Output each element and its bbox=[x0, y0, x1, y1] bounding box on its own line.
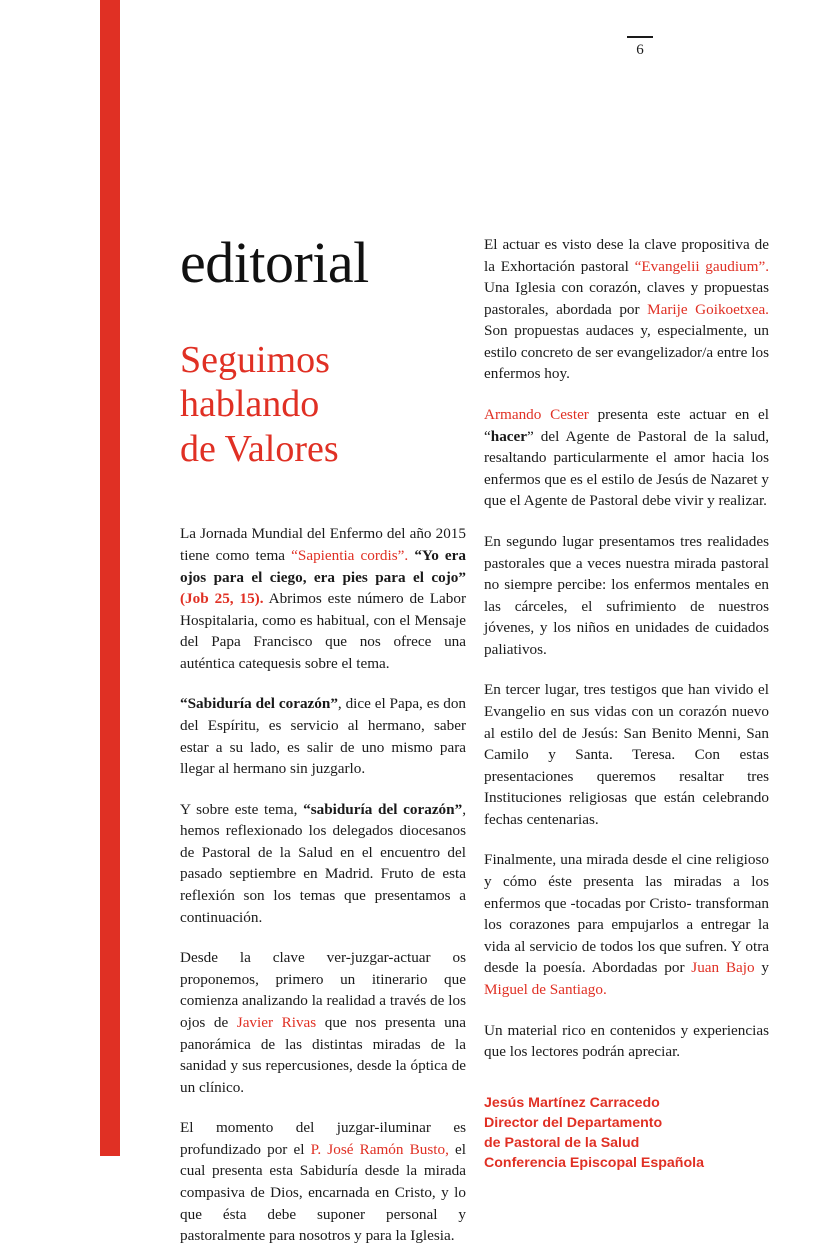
text-run: ” del Agente de Pastoral de la salud, resaltando particularmente el amor hacia los enfermos que es el estilo de Jesús de Nazaret y que el Agente de Pastoral debe vivir y realizar. bbox=[484, 427, 769, 510]
paragraph bbox=[180, 1117, 466, 1246]
text-run: Abrimos este número de Labor Hospitalaria, como es habitual, con el Mensaje del Papa Francisco que nos ofrece una auténtica catequesis sobre el tema. bbox=[180, 590, 467, 672]
text-run: Y sobre este tema, bbox=[180, 800, 304, 818]
paragraph bbox=[484, 404, 769, 512]
signature-organization: Conferencia Episcopal Española bbox=[484, 1155, 704, 1172]
signature-role-line-2: de Pastoral de la Salud bbox=[484, 1134, 640, 1151]
paragraph bbox=[484, 849, 769, 1000]
article-subtitle-line-1: Seguimos bbox=[180, 339, 330, 381]
highlight-run: Miguel de Santiago. bbox=[484, 980, 607, 998]
text-run: Finalmente, una mirada desde el cine religioso y cómo éste presenta las miradas a los enfermos que -tocadas por Cristo- transforman los corazones para empujarlos a entregar la vida al servicio de todos los que sufren. Y otra desde la poesía. Abordadas por bbox=[484, 851, 769, 977]
signature-name: Jesús Martínez Carracedo bbox=[484, 1094, 660, 1111]
paragraph: En tercer lugar, tres testigos que han vivido el Evangelio en sus vidas con un corazón nuevo al estilo del de Jesús: San Benito Menni, San Camilo y Santa. Teresa. Con estas presentaciones queremos resaltar tres Instituciones religiosas que están celebrando fechas centenarias. bbox=[484, 681, 769, 828]
page-folio bbox=[610, 36, 670, 58]
highlight-run: “Sapientia cordis”. bbox=[291, 546, 409, 564]
text-run: Son propuestas audaces y, especialmente, un estilo concreto de ser evangelizador/a entre los enfermos hoy. bbox=[484, 322, 769, 383]
page-number: 6 bbox=[636, 41, 644, 58]
highlight-run: Marije Goikoetxea. bbox=[647, 300, 769, 318]
text-run: el cual presenta esta Sabiduría desde la mirada compasiva de Dios, encarnada en Cristo, y lo que ésta debe suponer personal y pastoralmente para nosotros y para la Iglesia. bbox=[180, 1140, 466, 1245]
article-subtitle-line-2: hablando bbox=[180, 383, 320, 426]
text-run: Desde la clave ver-juzgar-actuar os proponemos, primero un itinerario que comienza analizando la realidad a través de los ojos de bbox=[180, 949, 466, 1031]
paragraph: Un material rico en contenidos y experiencias que los lectores podrán apreciar. bbox=[484, 1021, 769, 1061]
bold-run: “Sabiduría del corazón” bbox=[180, 695, 338, 713]
page-title: editorial bbox=[180, 230, 369, 295]
left-accent-bar bbox=[100, 0, 120, 1156]
text-run: , hemos reflexionado los delegados diocesanos de Pastoral de la Salud en el encuentro del pasado septiembre en Madrid. Fruto de esta reflexión son los temas que presentamos a continuación. bbox=[180, 800, 466, 926]
bold-run: “sabiduría del corazón” bbox=[303, 800, 463, 818]
highlight-run: Armando Cester bbox=[484, 406, 589, 424]
text-run: , dice el Papa, es don del Espíritu, es servicio al hermano, saber estar a su lado, es salir de uno mismo para llegar al hermano sin juzgarlo. bbox=[180, 695, 467, 778]
paragraph bbox=[180, 693, 466, 779]
paragraph bbox=[180, 799, 466, 928]
folio-rule bbox=[627, 36, 653, 38]
text-run: y bbox=[754, 959, 770, 977]
bold-run: hacer bbox=[490, 427, 528, 445]
signature-block bbox=[484, 1093, 769, 1174]
highlight-run: (Job 25, 15). bbox=[180, 590, 264, 608]
highlight-run: Javier Rivas bbox=[236, 1013, 317, 1031]
text-run: Una Iglesia con corazón, claves y propuestas pastorales, abordada por bbox=[484, 279, 769, 318]
text-run: La Jornada Mundial del Enfermo del año 2015 tiene como tema bbox=[180, 525, 466, 564]
signature-role-line-1: Director del Departamento bbox=[484, 1114, 663, 1131]
right-column bbox=[484, 234, 769, 1173]
highlight-run: “Evangelii gaudium”. bbox=[634, 257, 769, 275]
paragraph bbox=[180, 947, 466, 1098]
highlight-run: P. José Ramón Busto, bbox=[310, 1140, 449, 1158]
highlight-run: Juan Bajo bbox=[691, 959, 755, 977]
article-subtitle bbox=[180, 338, 466, 471]
paragraph: En segundo lugar presentamos tres realidades pastorales que a veces nuestra mirada pastoral no siempre percibe: los enfermos mentales en las cárceles, el sufrimiento de nuestros jóvenes, y los niños en unidades de cuidados paliativos. bbox=[484, 532, 769, 658]
text-run: presenta este actuar en el “ bbox=[484, 406, 769, 445]
left-column bbox=[180, 230, 467, 1247]
bold-run: “Yo era ojos para el ciego, era pies para el cojo” bbox=[180, 546, 466, 586]
paragraph bbox=[180, 523, 466, 674]
article-subtitle-line-3: de Valores bbox=[180, 427, 339, 470]
text-run: El actuar es visto dese la clave propositiva de la Exhortación pastoral bbox=[484, 236, 769, 275]
paragraph bbox=[484, 234, 769, 385]
text-run: que nos presenta una panorámica de las distintas miradas de la sanidad y sus repercusiones, desde la óptica de un clínico. bbox=[180, 1013, 466, 1096]
text-run: El momento del juzgar-iluminar es profundizado por el bbox=[180, 1119, 466, 1158]
